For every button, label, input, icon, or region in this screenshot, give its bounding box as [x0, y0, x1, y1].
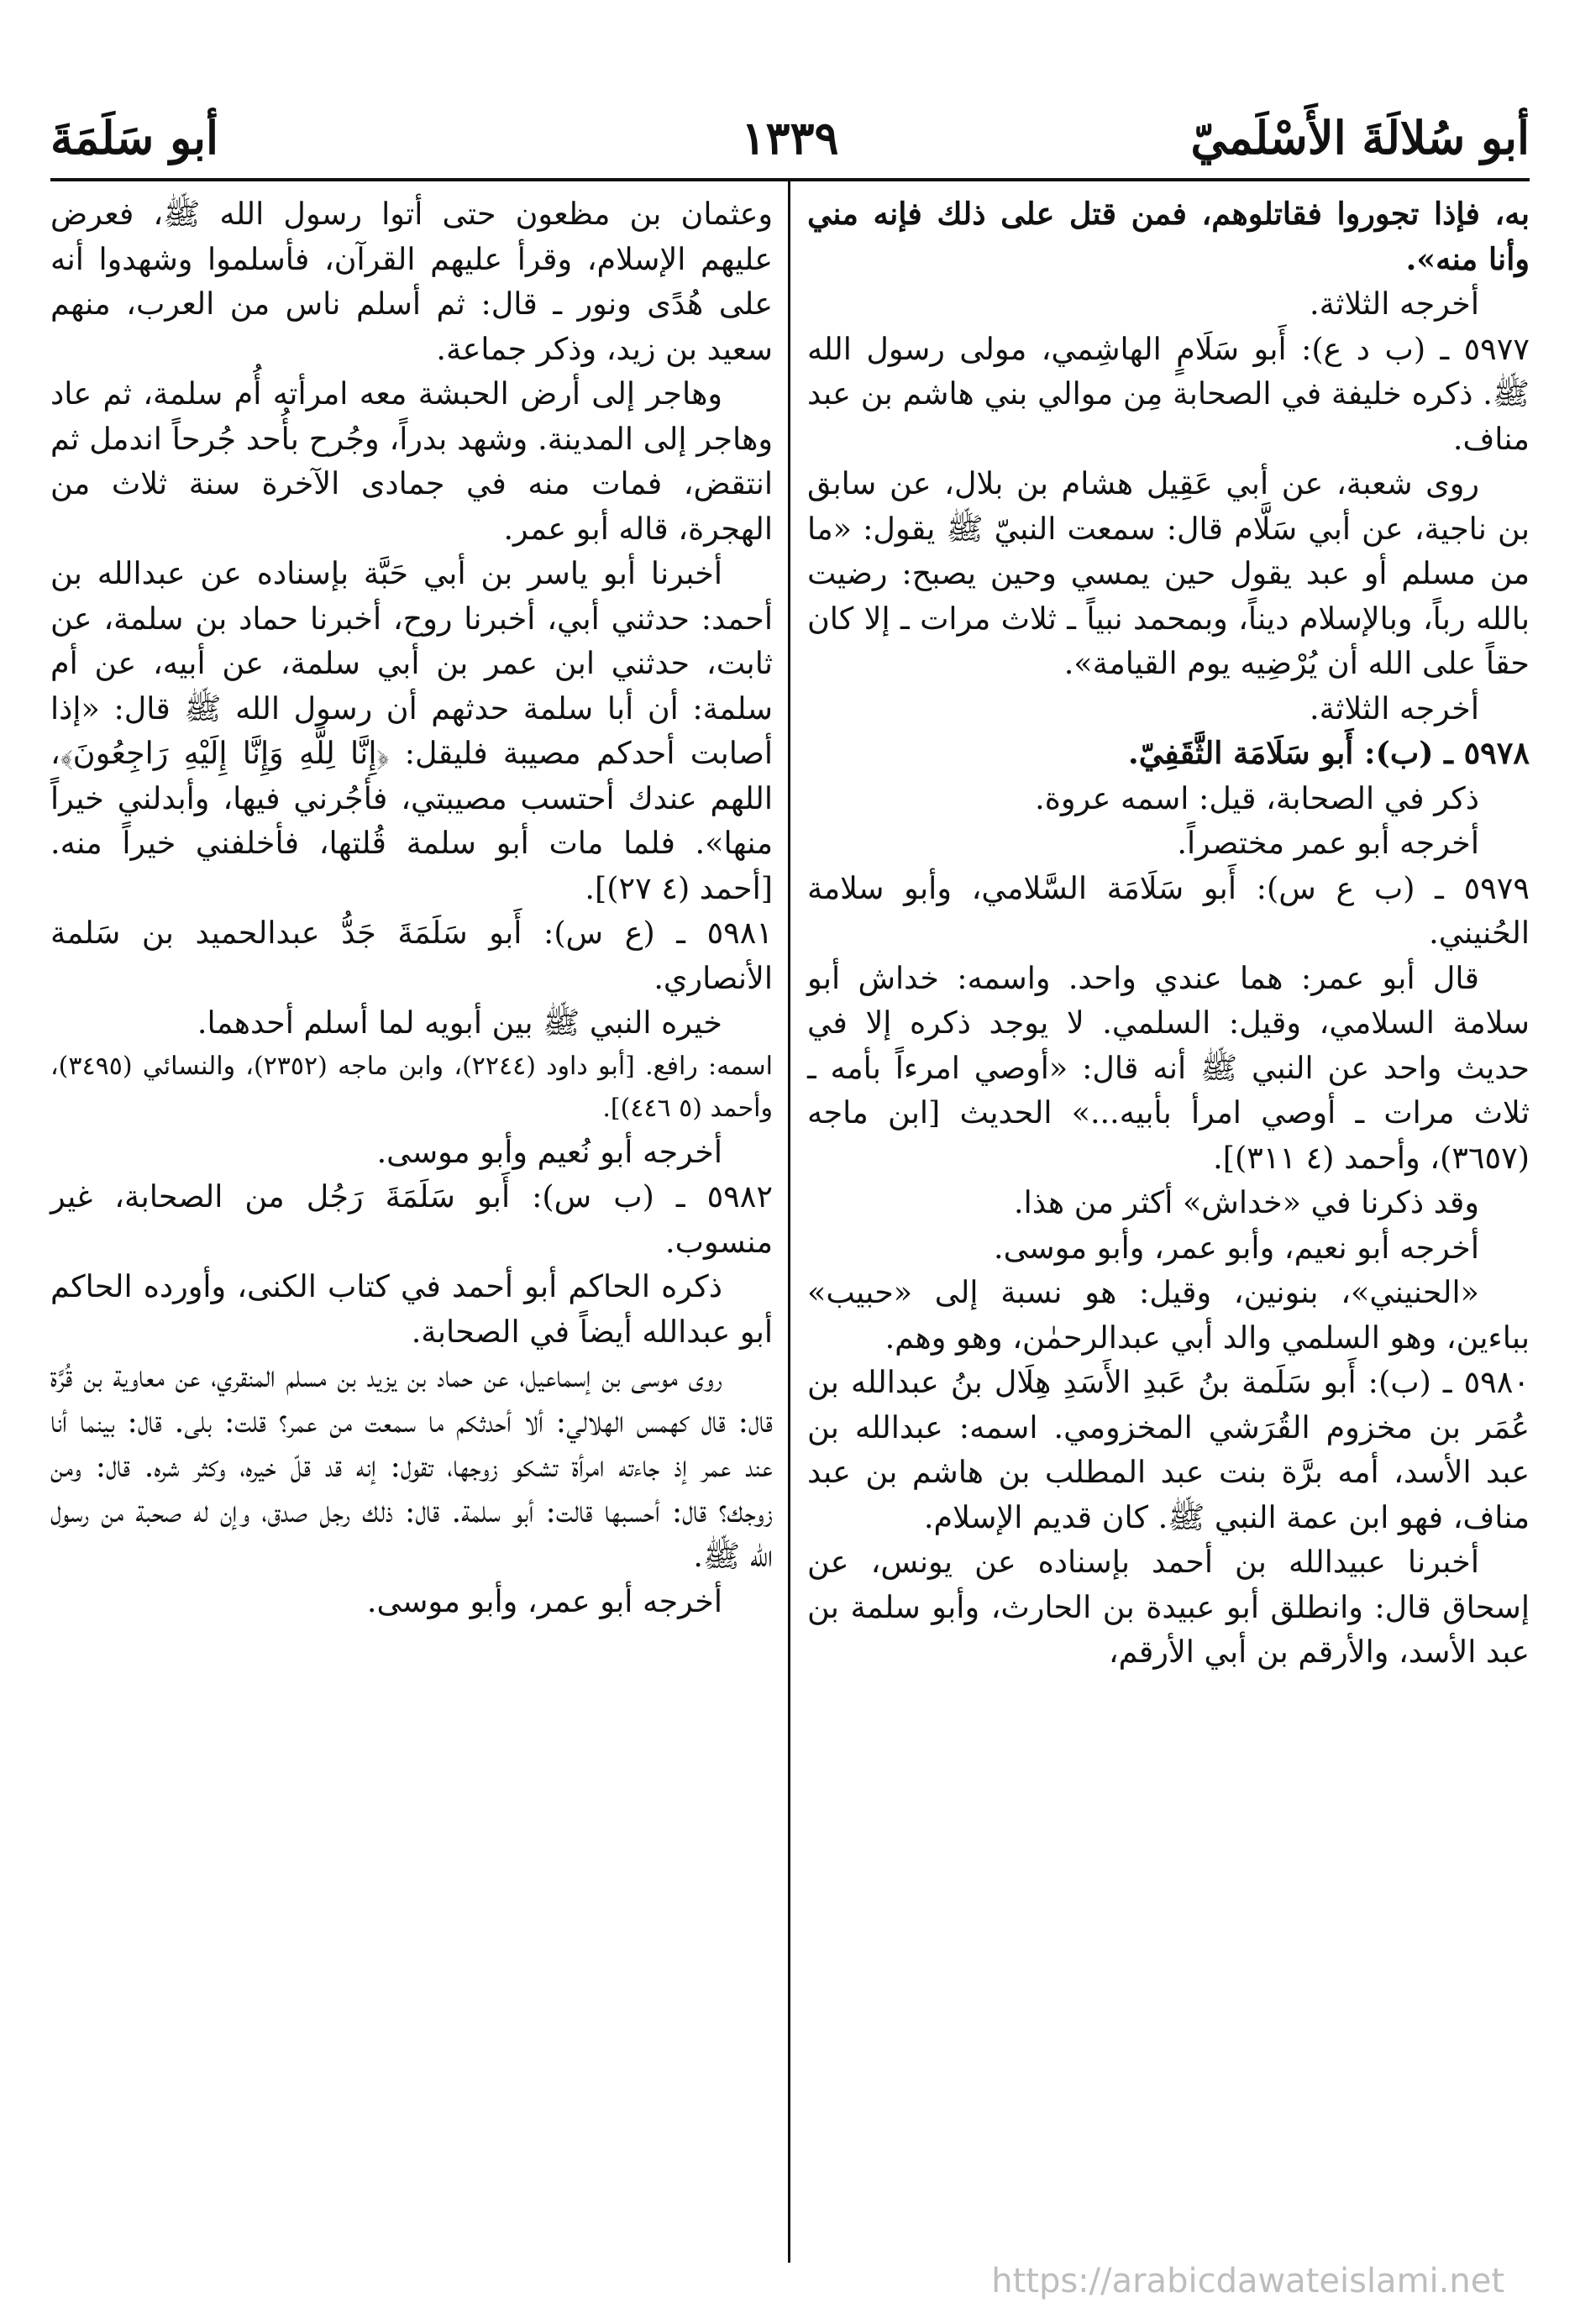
paragraph: خيره النبي ﷺ بين أبويه لما أسلم أحدهما.	[197, 1005, 722, 1041]
entry-5979: ٥٩٧٩ ـ (ب ع س): أَبو سَلَامَة السَّلامي، وأبو سلامة الحُنيني.	[807, 869, 1530, 951]
paragraph: أخرجه الثلاثة.	[1310, 286, 1479, 322]
paragraph: أخرجه الثلاثة.	[1310, 690, 1479, 727]
paragraph: أخبرنا عبيدالله بن أحمد بإسناده عن يونس، عن إسحاق قال: وانطلق أبو عبيدة بن الحارث، وأبو سلمة بن عبد الأسد، والأرقم بن أبي الأرقم،	[807, 1544, 1530, 1670]
watermark-url: https://arabicdawateislami.net	[991, 2262, 1504, 2300]
entry-5982: ٥٩٨٢ ـ (ب س): أَبو سَلَمَةَ رَجُل من الصحابة، غير منسوب.	[50, 1178, 773, 1260]
paragraph: به، فإذا تجوروا فقاتلوهم، فمن قتل على ذلك فإنه مني وأنا منه».	[807, 196, 1530, 277]
paragraph: أخبرنا أبو ياسر بن أبي حَبَّة بإسناده عن عبدالله بن أحمد: حدثني أبي، أخبرنا روح، أخبرنا حماد بن سلمة، عن ثابت، حدثني ابن عمر بن أبي سلمة، عن أبيه، عن أم سلمة: أن أبا سلمة حدثهم أن رسول الله ﷺ قال: «إذا أصابت أحدكم مصيبة فليقل: ﴿إِنَّا لِلَّهِ وَإِنَّا إِلَيْهِ رَاجِعُونَ﴾، اللهم عندك أحتسب مصيبتي، فأجُرني فيها، وأبدلني خيراً منها». فلما مات أبو سلمة قُلتها، فأخلفني خيراً منه. [أحمد (٤ ٢٧)].	[50, 555, 773, 906]
paragraph: وعثمان بن مظعون حتى أتوا رسول الله ﷺ، فعرض عليهم الإسلام، وقرأ عليهم القرآن، فأسلموا وشهدوا أنه على هُدًى ونور ـ قال: ثم أسلم ناس من العرب، منهم سعيد بن زيد، وذكر جماعة.	[50, 196, 773, 367]
entry-5981: ٥٩٨١ ـ (ع س): أَبو سَلَمَةَ جَدُّ عبدالحميد بن سَلمة الأنصاري.	[50, 915, 773, 996]
page-header	[50, 59, 1530, 193]
paragraph: أخرجه أبو نعيم، وأبو عمر، وأبو موسى.	[994, 1229, 1479, 1266]
paragraph: أخرجه أبو عمر، وأبو موسى.	[366, 1582, 722, 1619]
left-column	[50, 191, 773, 1624]
paragraph: روى موسى بن إسماعيل، عن حماد بن يزيد بن مسلم المنقري، عن معاوية بن قُرَّة قال: قال كهمس الهلالي: ألا أحدثكم ما سمعت من عمر؟ قلت: بلى. قال: بينما أنا عند عمر إذ جاءته امرأة تشكو زوجها، تقول: إنه قد قلّ خيره، وكثر شره. قال: ومن زوجك؟ قال: أحسبها قالت: أبو سلمة. قال: ذلك رجل صدق، وإن له صحبة من رسول الله ﷺ.	[50, 1358, 773, 1574]
paragraph: روى شعبة، عن أبي عَقِيل هشام بن بلال، عن سابق بن ناجية، عن أبي سَلَّام قال: سمعت النبيّ ﷺ يقول: «ما من مسلم أو عبد يقول حين يمسي وحين يصبح: رضيت بالله رباً، وبالإسلام ديناً، وبمحمد نبياً ـ ثلاث مرات ـ إلا كان حقاً على الله أن يُرْضِيه يوم القيامة».	[807, 465, 1530, 681]
right-column	[807, 191, 1530, 1675]
paragraph: وهاجر إلى أرض الحبشة معه امرأته أُم سلمة، ثم عاد وهاجر إلى المدينة. وشهد بدراً، وجُرح بأُحد جُرحاً اندمل ثم انتقض، فمات منه في جمادى الآخرة سنة ثلاث من الهجرة، قاله أبو عمر.	[50, 375, 773, 547]
paragraph: وقد ذكرنا في «خداش» أكثر من هذا.	[1013, 1184, 1479, 1220]
running-title-left: أبو سَلَمَةَ	[50, 111, 219, 165]
paragraph: ذكر في الصحابة، قيل: اسمه عروة.	[1035, 779, 1479, 816]
paragraph: أخرجه أبو نُعيم وأبو موسى.	[376, 1133, 722, 1170]
paragraph: ذكره الحاكم أبو أحمد في كتاب الكنى، وأورده الحاكم أبو عبدالله أيضاً في الصحابة.	[50, 1268, 773, 1350]
paragraph: «الحنيني»، بنونين، وقيل: هو نسبة إلى «حبيب» بباءين، وهو السلمي والد أبي عبدالرحمٰن، وهو وهم.	[807, 1274, 1530, 1356]
entry-5978: ٥٩٧٨ ـ (ب): أَبو سَلَامَة الثَّقَفِيّ.	[1128, 735, 1530, 771]
citation-note: اسمه: رافع. [أبو داود (٢٢٤٤)، وابن ماجه (٢٣٥٢)، والنسائي (٣٤٩٥)، وأحمد (٥ ٤٤٦)].	[50, 1051, 774, 1123]
entry-5977: ٥٩٧٧ ـ (ب د ع): أَبو سَلَامٍ الهاشِمي، مولى رسول الله ﷺ. ذكره خليفة في الصحابة مِن موالي بني هاشم بن عبد مناف.	[807, 330, 1530, 457]
column-divider	[788, 180, 790, 2263]
page-number: ١٣٣٩	[741, 111, 839, 165]
paragraph: أخرجه أبو عمر مختصراً.	[1177, 825, 1479, 861]
paragraph: قال أبو عمر: هما عندي واحد. واسمه: خداش أبو سلامة السلامي، وقيل: السلمي. لا يوجد ذكره إلا في حديث واحد عن النبي ﷺ أنه قال: «أوصي امرءاً بأمه ـ ثلاث مرات ـ أوصي امرأ بأبيه...» الحديث [ابن ماجه (٣٦٥٧)، وأحمد (٤ ٣١١)].	[807, 959, 1530, 1176]
running-title-right: أبو سُلالَةَ الأَسْلَميّ	[1190, 111, 1530, 165]
entry-5980: ٥٩٨٠ ـ (ب): أَبو سَلَمة بنُ عَبدِ الأَسَدِ هِلَال بنُ عبدالله بن عُمَر بن مخزوم القُرَشي المخزومي. اسمه: عبدالله بن عبد الأسد، أمه برَّة بنت عبد المطلب بن هاشم بن عبد مناف، فهو ابن عمة النبي ﷺ. كان قديم الإسلام.	[807, 1364, 1530, 1535]
